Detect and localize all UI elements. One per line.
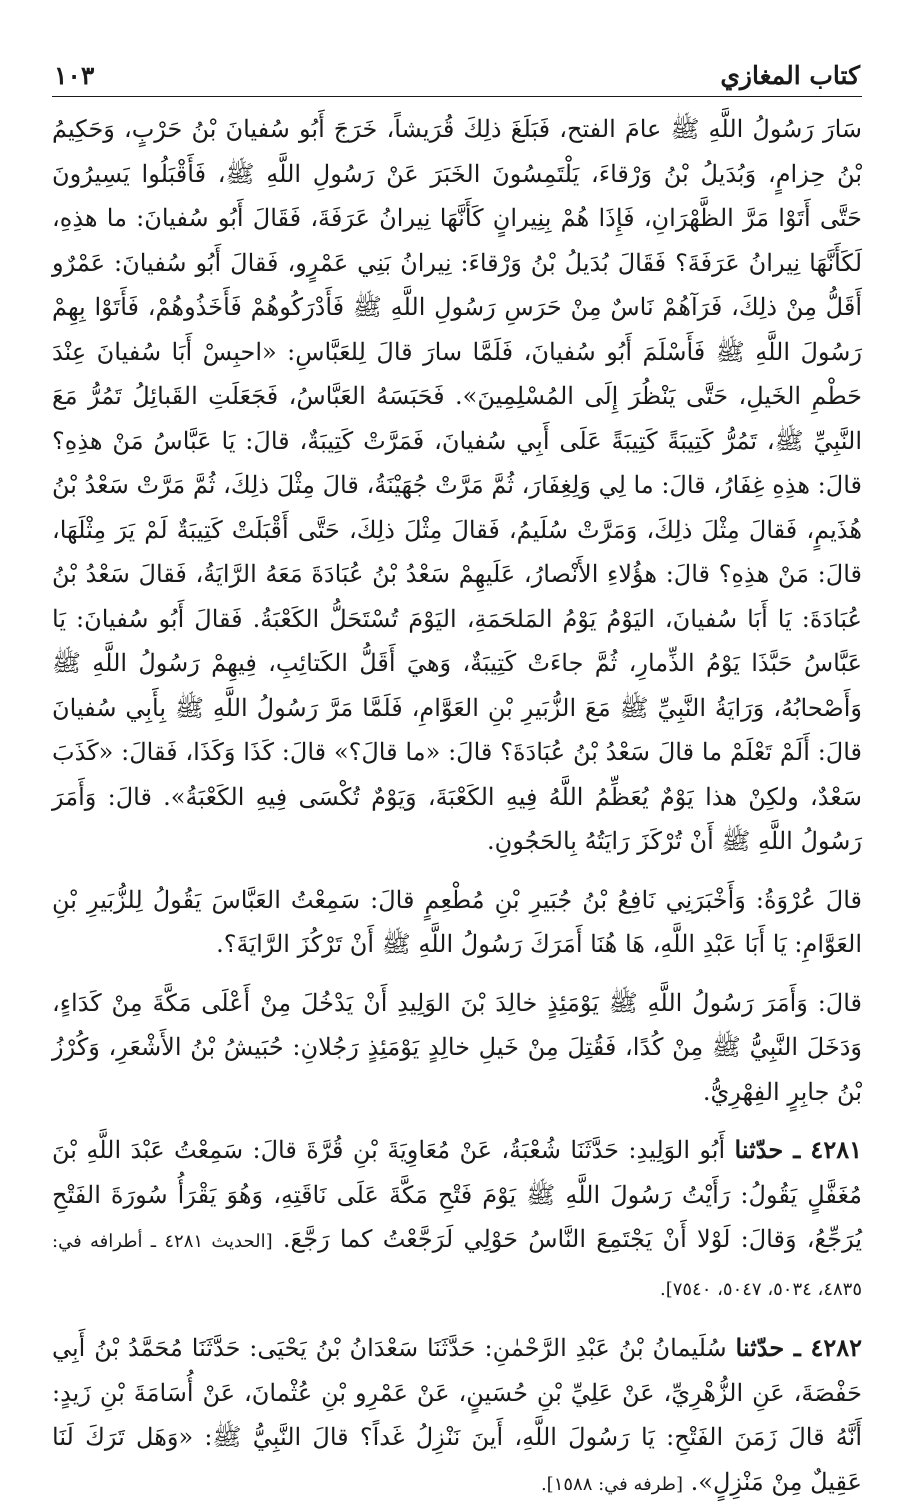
narration-paragraph (52, 878, 862, 967)
book-page (52, 48, 863, 1496)
page-header (52, 48, 862, 97)
hadith-number: ٤٢٨١ ـ حدّثنا (734, 1135, 862, 1164)
paragraph-text: قالَ عُرْوَةُ: وَأَخْبَرَنِي نَافِعُ بْنُ جُبَيرِ بْنِ مُطْعِمٍ قالَ: سَمِعْتُ العَبَّاسَ يَقُولُ لِلزُّبَيرِ بْنِ العَوَّامِ: يَا أَبَا عَبْدِ اللَّهِ، هَا هُنَا أَمَرَكَ رَسُولُ اللَّهِ ﷺ أَنْ تَرْكُزَ الرَّايَةَ؟. (52, 885, 862, 958)
hadith-number: ٤٢٨٢ ـ حدّثنا (735, 1333, 862, 1362)
hadith-4282 (52, 1326, 862, 1507)
chapter-title: كتاب المغازي (720, 61, 860, 90)
narration-paragraph (52, 107, 862, 864)
paragraph-text: سَارَ رَسُولُ اللَّهِ ﷺ عامَ الفتح، فَبَلَغَ ذلِكَ قُرَيشاً، خَرَجَ أَبُو سُفيانَ بْنُ حَرْبٍ، وَحَكِيمُ بْنُ حِزامٍ، وَبُدَيلُ بْنُ وَرْقاءَ، يَلْتَمِسُونَ الخَبَرَ عَنْ رَسُولِ اللَّهِ ﷺ، فَأَقْبَلُوا يَسِيرُونَ حَتَّى أَتَوْا مَرَّ الظَّهْرَانِ، فَإِذَا هُمْ بِنِيرانٍ كَأَنَّهَا نِيرانُ عَرَفَةَ، فَقَالَ أَبُو سُفيانَ: ما هذِهِ، لَكَأَنَّهَا نِيرانُ عَرَفَةَ؟ فَقَالَ بُدَيلُ بْنُ وَرْقاءَ: نِيرانُ بَنِي عَمْرٍو، فَقالَ أَبُو سُفيانَ: عَمْرٌو أَقَلُّ مِنْ ذلِكَ، فَرَآهُمْ نَاسٌ مِنْ حَرَسِ رَسُولِ اللَّهِ ﷺ فَأَدْرَكُوهُمْ فَأَخَذُوهُمْ، فَأَتَوْا بِهِمْ رَسُولَ اللَّهِ ﷺ فَأَسْلَمَ أَبُو سُفيانَ، فَلَمَّا سارَ قالَ لِلعَبَّاسِ: «احبِسْ أَبَا سُفيانَ عِنْدَ حَطْمِ الخَيلِ، حَتَّى يَنْظُرَ إِلَى المُسْلِمِينَ». فَحَبَسَهُ العَبَّاسُ، فَجَعَلَتِ القَبائِلُ تَمُرُّ مَعَ النَّبِيِّ ﷺ، تَمُرُّ كَتِيبَةً كَتِيبَةً عَلَى أَبِي سُفيانَ، فَمَرَّتْ كَتِيبَةٌ، قالَ: يَا عَبَّاسُ مَنْ هذِهِ؟ قالَ: هذِهِ غِفَارُ، قالَ: ما لِي وَلِغِفَارَ، ثُمَّ مَرَّتْ جُهَيْنَةُ، قالَ مِثْلَ ذلِكَ، ثُمَّ مَرَّتْ سَعْدُ بْنُ هُذَيمٍ، فَقالَ مِثْلَ ذلِكَ، وَمَرَّتْ سُلَيمُ، فَقالَ مِثْلَ ذلِكَ، حَتَّى أَقْبَلَتْ كَتِيبَةٌ لَمْ يَرَ مِثْلَهَا، قالَ: مَنْ هذِهِ؟ قالَ: هؤُلاءِ الأَنْصارُ، عَلَيهِمْ سَعْدُ بْنُ عُبَادَةَ مَعَهُ الرَّايَةُ، فَقالَ سَعْدُ بْنُ عُبَادَةَ: يَا أَبَا سُفيانَ، اليَوْمُ يَوْمُ المَلحَمَةِ، اليَوْمَ تُسْتَحَلُّ الكَعْبَةُ. فَقالَ أَبُو سُفيانَ: يَا عَبَّاسُ حَبَّذَا يَوْمُ الذِّمارِ، ثُمَّ جاءَتْ كَتِيبَةٌ، وَهيَ أَقَلُّ الكَتائِبِ، فِيهِمْ رَسُولُ اللَّهِ ﷺ وَأَصْحابُهُ، وَرَايَةُ النَّبِيِّ ﷺ مَعَ الزُّبَيرِ بْنِ العَوَّامِ، فَلَمَّا مَرَّ رَسُولُ اللَّهِ ﷺ بِأَبِي سُفيانَ قالَ: أَلَمْ تَعْلَمْ ما قالَ سَعْدُ بْنُ عُبَادَةَ؟ قالَ: «ما قالَ؟» قالَ: كَذَا وَكَذَا، فَقالَ: «كَذَبَ سَعْدٌ، ولكِنْ هذا يَوْمٌ يُعَظِّمُ اللَّهُ فِيهِ الكَعْبَةَ، وَيَوْمٌ تُكْسَى فِيهِ الكَعْبَةُ». قالَ: وَأَمَرَ رَسُولُ اللَّهِ ﷺ أَنْ تُرْكَزَ رَايَتُهُ بِالحَجُونِ. (52, 115, 863, 855)
narration-paragraph (52, 981, 862, 1115)
hadith-text: أَبُو الوَلِيدِ: حَدَّثَنَا شُعْبَةُ، عَنْ مُعَاوِيَةَ بْنِ قُرَّةَ قالَ: سَمِعْتُ عَبْدَ اللَّهِ بْنَ مُغَفَّلٍ يَقُولُ: رَأَيْتُ رَسُولَ اللَّهِ ﷺ يَوْمَ فَتْحِ مَكَّةَ عَلَى نَاقَتِهِ، وَهُوَ يَقْرَأُ سُورَةَ الفَتْحِ يُرَجِّعُ، وَقالَ: لَوْلا أَنْ يَجْتَمِعَ النَّاسُ حَوْلِي لَرَجَّعْتُ كما رَجَّعَ. (52, 1136, 863, 1253)
hadith-reference-note: [طرفه في: ١٥٨٨]. (540, 1473, 684, 1495)
hadith-4281 (52, 1128, 862, 1312)
page-number: ١٠٣ (54, 61, 95, 90)
hadith-text: سُلَيمانُ بْنُ عَبْدِ الرَّحْمٰنِ: حَدَّثَنَا سَعْدَانُ بْنُ يَحْيَى: حَدَّثَنَا مُحَمَّدُ بْنُ أَبِي حَفْصَةَ، عَنِ الزُّهْرِيِّ، عَنْ عَلِيِّ بْنِ حُسَينٍ، عَنْ عَمْرِو بْنِ عُثْمانَ، عَنْ أُسَامَةَ بْنِ زَيدٍ: أَنَّهُ قالَ زَمَنَ الفَتْحِ: يَا رَسُولَ اللَّهِ، أَينَ نَنْزِلُ غَداً؟ قالَ النَّبِيُّ ﷺ: «وَهَل تَرَكَ لَنَا عَقِيلٌ مِنْ مَنْزِلٍ». (52, 1334, 862, 1496)
paragraph-text: قالَ: وَأَمَرَ رَسُولُ اللَّهِ ﷺ يَوْمَئِذٍ خالِدَ بْنَ الوَلِيدِ أَنْ يَدْخُلَ مِنْ أَعْلَى مَكَّةَ مِنْ كَدَاءٍ، وَدَخَلَ النَّبِيُّ ﷺ مِنْ كُدًا، فَقُتِلَ مِنْ خَيلِ خالِدٍ يَوْمَئِذٍ رَجُلانِ: حُبَيشُ بْنُ الأَشْعَرِ، وَكُرْزُ بْنُ جابِرٍ الفِهْرِيُّ. (52, 988, 862, 1106)
page-body (52, 107, 862, 1507)
hadith-reference-note: [الحديث ٤٢٨١ ـ أطرافه في: ٤٨٣٥، ٥٠٣٤، ٥٠٤٧، ٧٥٤٠]. (52, 1231, 862, 1300)
